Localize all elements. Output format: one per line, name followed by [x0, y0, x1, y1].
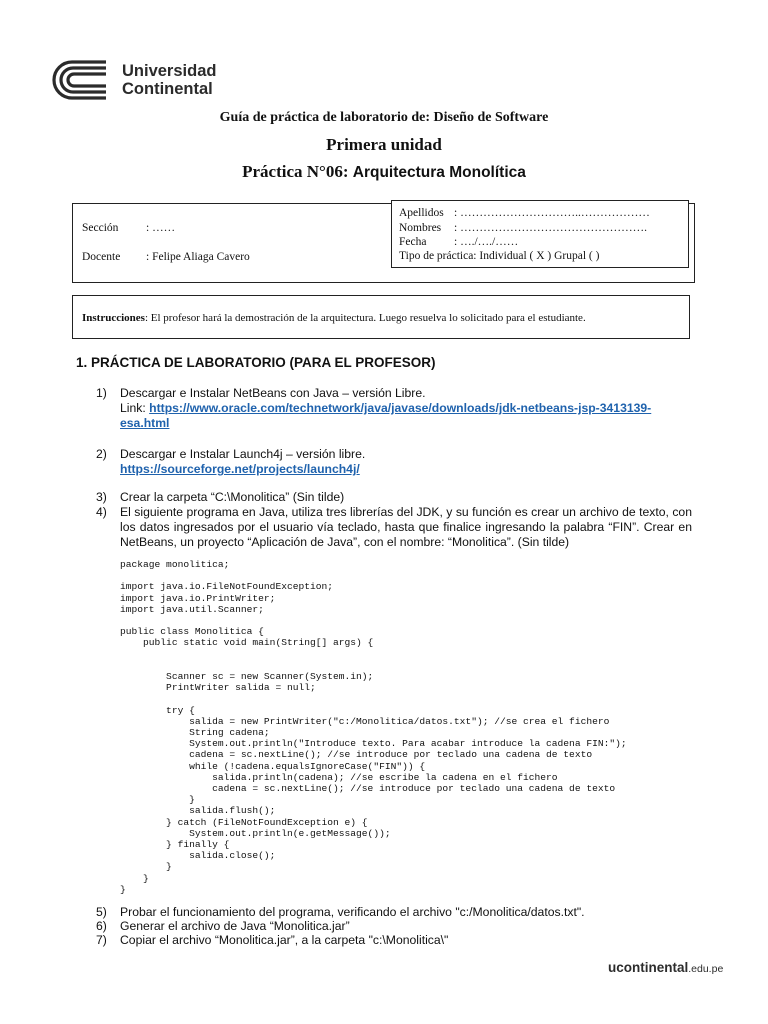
- section-label: Sección: [82, 222, 119, 234]
- practice-prefix: Práctica N°06:: [242, 162, 349, 181]
- practice-title: [0, 162, 768, 182]
- date-label: Fecha: [399, 236, 427, 248]
- netbeans-download-link[interactable]: https://www.oracle.com/technetwork/java/javase/downloads/jdk-netbeans-jsp-3413139-: [149, 401, 652, 415]
- item-7-number: 7): [96, 933, 107, 947]
- item-6-text: Generar el archivo de Java “Monolitica.jar”: [120, 919, 350, 933]
- item-3-number: 3): [96, 490, 107, 504]
- item-2-text: Descargar e Instalar Launch4j – versión libre.: [120, 447, 366, 461]
- java-code-block: package monolitica; import java.io.FileNotFoundException; import java.io.PrintWriter; import java.util.Scanner; public class Monolitica { public static void main(String[] args) { Scanner sc = new Scanner(System.in); PrintWriter salida = null; try { salida = new PrintWriter("c:/Monolitica/datos.txt"); //se crea el fichero String cadena; System.out.println("Introduce texto. Para acabar introduce la cadena FIN:"); cadena = sc.nextLine(); //se introduce por teclado una cadena de texto while (!cadena.equalsIgnoreCase("FIN")) { salida.println(cadena); //se escribe la cadena en el fichero cadena = sc.nextLine(); //se introduce por teclado una cadena de texto } salida.flush(); } catch (FileNotFoundException e) { System.out.println(e.getMessage()); } finally { salida.close(); } } }: [120, 559, 627, 895]
- footer-brand-name: ucontinental: [608, 960, 689, 975]
- item-1-link-line: [120, 401, 692, 416]
- item-5-text: Probar el funcionamiento del programa, verificando el archivo "c:/Monolitica/datos.txt".: [120, 905, 585, 919]
- instructions-body: : El profesor hará la demostración de la arquitectura. Luego resuelva lo solicitado para el estudiante.: [144, 312, 586, 324]
- item-2-number: 2): [96, 447, 107, 461]
- section-value: : ……: [146, 222, 176, 234]
- instructions-label: Instrucciones: [82, 312, 145, 324]
- footer-brand: [608, 960, 723, 975]
- item-4-number: 4): [96, 505, 107, 519]
- instructions-text: [82, 311, 586, 325]
- item-1-number: 1): [96, 386, 107, 400]
- item-7-text: Copiar el archivo “Monolitica.jar”, a la carpeta "c:\Monolitica\": [120, 933, 449, 947]
- netbeans-download-link-cont[interactable]: esa.html: [120, 416, 170, 430]
- logo-wordmark: [122, 62, 216, 98]
- item-2: [120, 447, 692, 477]
- item-1-link-cont: [120, 416, 692, 431]
- item-1: [120, 386, 692, 431]
- footer-domain: .edu.pe: [688, 963, 724, 975]
- item-1-text: Descargar e Instalar NetBeans con Java – versión Libre.: [120, 386, 426, 400]
- surnames-label: Apellidos: [399, 207, 444, 219]
- teacher-value: : Felipe Aliaga Cavero: [146, 251, 250, 263]
- item-6-number: 6): [96, 919, 107, 933]
- launch4j-download-link[interactable]: https://sourceforge.net/projects/launch4j/: [120, 462, 360, 476]
- surnames-value: : …………………………..………………: [454, 207, 650, 219]
- teacher-label: Docente: [82, 251, 121, 263]
- item-1-link-prefix: Link:: [120, 401, 150, 415]
- item-4-text: El siguiente programa en Java, utiliza tres librerías del JDK, y su función es crear un archivo de texto, con los datos ingresados por el usuario vía teclado, hasta que finalice ingresando la palabra “FIN”. Crear en NetBeans, un proyecto “Aplicación de Java”, con el nombre: “Monolitica”. (Sin tilde): [120, 505, 692, 549]
- universidad-continental-logo-icon: [50, 58, 110, 102]
- names-value: : ………………………………………….: [454, 222, 647, 234]
- item-3-text: Crear la carpeta “C:\Monolitica” (Sin tilde): [120, 490, 345, 504]
- logo-line-2: Continental: [122, 80, 213, 98]
- date-value: : …./…./……: [454, 236, 519, 248]
- logo-line-1: Universidad: [122, 62, 217, 80]
- practice-type: Tipo de práctica: Individual ( X ) Grupal ( ): [399, 250, 600, 262]
- item-5-number: 5): [96, 905, 107, 919]
- practice-name: Arquitectura Monolítica: [352, 164, 526, 181]
- names-label: Nombres: [399, 222, 442, 234]
- guide-title: Guía de práctica de laboratorio de: Diseño de Software: [219, 110, 549, 125]
- unit-title: Primera unidad: [326, 135, 442, 154]
- section-title: 1. PRÁCTICA DE LABORATORIO (PARA EL PROFESOR): [76, 355, 436, 370]
